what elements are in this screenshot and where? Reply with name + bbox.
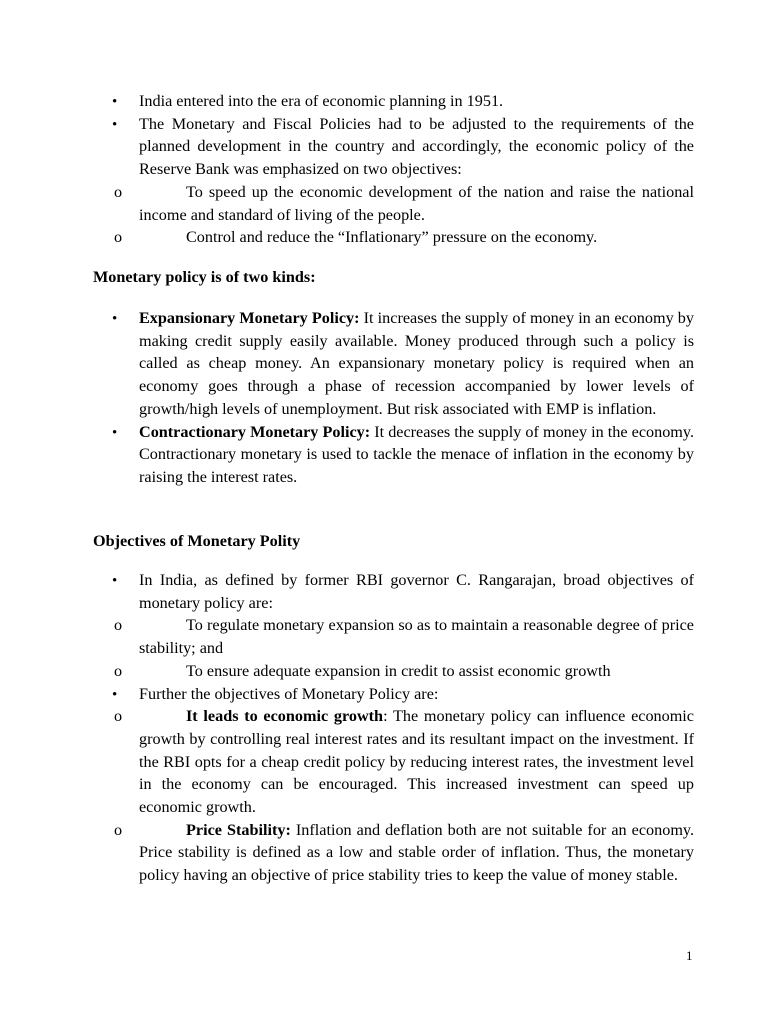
sub-list-item: [92, 181, 694, 226]
kinds-list: [92, 307, 694, 489]
list-item-text: : The monetary policy can influence economic growth by controlling real interest rates and its resultant impact on the investment. If the RBI opts for a cheap credit policy by reducing interest rates, the investment level in the economy can be encouraged. This increased investment can speed up economic growth.: [139, 707, 694, 817]
sub-bullet-icon: o: [114, 707, 123, 726]
sub-bullet-icon: o: [114, 616, 123, 635]
list-item-text: Further the objectives of Monetary Policy are:: [139, 684, 439, 703]
list-item: [92, 683, 694, 706]
term-label: Price Stability:: [186, 820, 291, 839]
list-item-text: Control and reduce the “Inflationary” pressure on the economy.: [186, 228, 598, 247]
list-item: [92, 90, 694, 113]
intro-list: [92, 90, 694, 249]
term-label: Expansionary Monetary Policy:: [139, 309, 360, 327]
page-number: 1: [686, 948, 693, 963]
list-item-text: To speed up the economic development of the nation and raise the national income and standard of living of the people.: [139, 182, 694, 224]
sub-bullet-icon: o: [114, 661, 123, 680]
list-item-text: In India, as defined by former RBI governor C. Rangarajan, broad objectives of monetary policy are:: [139, 571, 694, 612]
bullet-icon: [112, 683, 132, 707]
bullet-icon: [112, 569, 132, 593]
sub-list-item: [92, 660, 694, 683]
section-heading: Monetary policy is of two kinds:: [93, 268, 316, 286]
list-item-text: It increases the supply of money in an economy by making credit supply easily available. Money produced through such a policy is called as cheap money. An expansionary monetary policy is required when an economy goes through a phase of recession accompanied by lower levels of growth/high levels of unemployment. But risk associated with EMP is inflation.: [139, 309, 694, 418]
term-label: It leads to economic growth: [186, 707, 384, 726]
bullet-icon: [112, 307, 132, 331]
list-item-text: India entered into the era of economic planning in 1951.: [139, 92, 504, 110]
list-item-text: It decreases the supply of money in the economy. Contractionary monetary is used to tackle the menace of inflation in the economy by raising the interest rates.: [139, 422, 694, 486]
list-item: [92, 307, 694, 421]
sub-list-item: [92, 819, 694, 887]
objectives-list: [92, 569, 694, 887]
sub-bullet-icon: o: [114, 820, 123, 839]
list-item-text: Inflation and deflation both are not suitable for an economy. Price stability is defined as a low and stable order of inflation. Thus, the monetary policy having an objective of price stability tries to keep the value of money stable.: [139, 820, 695, 885]
list-item-text: To regulate monetary expansion so as to maintain a reasonable degree of price stability; and: [139, 616, 694, 658]
list-item: [92, 569, 694, 614]
list-item: [92, 113, 694, 181]
sub-list-item: [92, 226, 694, 249]
section-heading: Objectives of Monetary Polity: [93, 532, 301, 550]
term-label: Contractionary Monetary Policy:: [139, 422, 371, 441]
sub-list-item: [92, 705, 694, 819]
sub-bullet-icon: o: [114, 228, 123, 247]
list-item-text: To ensure adequate expansion in credit to assist economic growth: [186, 661, 611, 680]
bullet-icon: [112, 421, 132, 445]
bullet-icon: [112, 90, 132, 114]
sub-bullet-icon: o: [114, 182, 123, 201]
list-item-text: The Monetary and Fiscal Policies had to be adjusted to the requirements of the planned development in the country and accordingly, the economic policy of the Reserve Bank was emphasized on two objectives:: [139, 114, 694, 179]
sub-list-item: [92, 614, 694, 659]
bullet-icon: [112, 113, 132, 137]
list-item: [92, 421, 694, 489]
